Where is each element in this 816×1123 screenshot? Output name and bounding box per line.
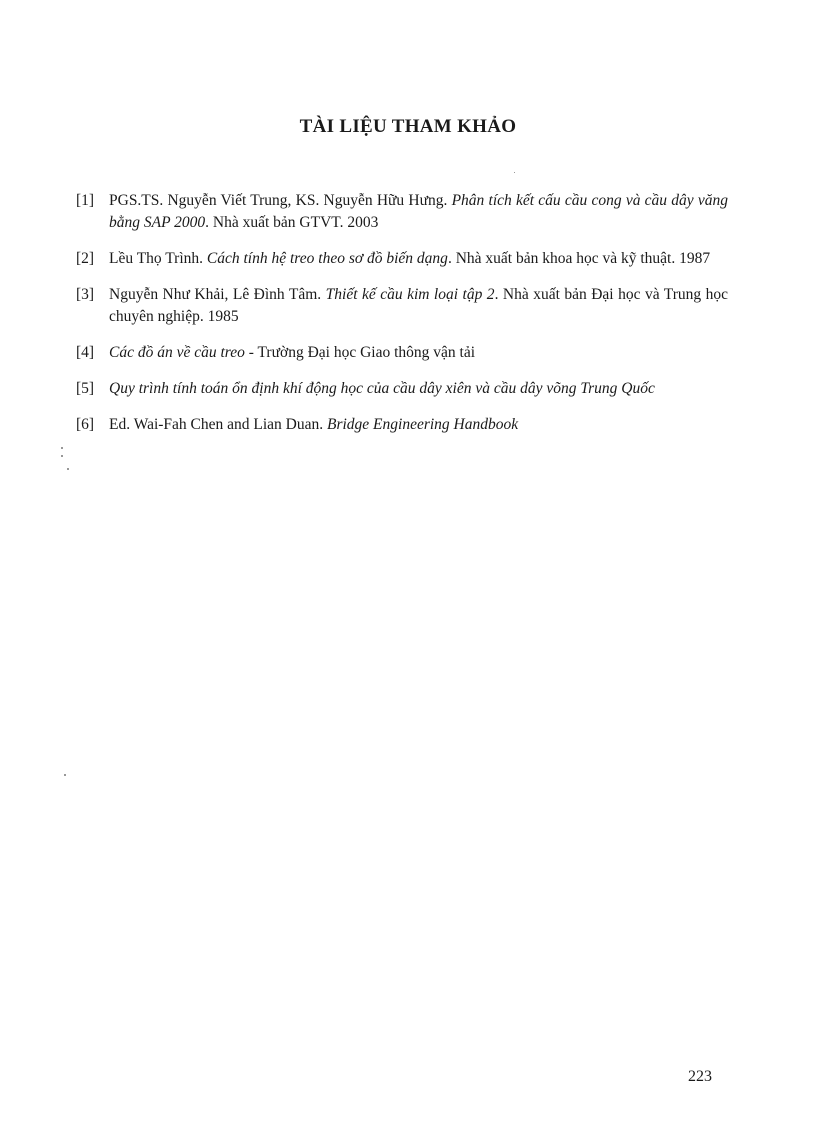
- reference-text: [109, 248, 728, 270]
- reference-text: [109, 378, 728, 400]
- reference-authors: Nguyễn Như Khải, Lê Đình Tâm.: [109, 286, 326, 303]
- reference-number: [3]: [76, 286, 95, 303]
- reference-publisher: . Nhà xuất bản GTVT. 2003: [205, 214, 379, 231]
- reference-authors: Ed. Wai-Fah Chen and Lian Duan.: [109, 416, 327, 433]
- reference-work-title: Thiết kế cầu kim loại tập 2: [325, 286, 495, 303]
- reference-item-3: [76, 284, 728, 328]
- reference-work-title: Bridge Engineering Handbook: [327, 416, 519, 433]
- reference-publisher: . Nhà xuất bản Đại học và Trung học chuyên nghiệp. 1985: [109, 286, 728, 325]
- scan-speck: [61, 455, 63, 457]
- scan-speck: [514, 172, 515, 173]
- reference-authors: PGS.TS. Nguyễn Viết Trung, KS. Nguyễn Hữu Hưng.: [109, 192, 452, 209]
- reference-item-1: [76, 190, 728, 234]
- reference-number: [6]: [76, 416, 95, 433]
- reference-number: [1]: [76, 192, 95, 209]
- reference-number: [2]: [76, 250, 95, 267]
- scan-speck: [61, 447, 63, 449]
- scan-speck: [64, 774, 66, 776]
- reference-work-title: Cách tính hệ treo theo sơ đồ biến dạng: [206, 250, 448, 267]
- reference-work-title: Các đồ án về cầu treo: [109, 344, 245, 361]
- reference-text: [109, 284, 728, 328]
- reference-item-2: [76, 248, 728, 270]
- reference-item-5: [76, 378, 728, 400]
- reference-text: [109, 190, 728, 234]
- reference-number: [5]: [76, 380, 95, 397]
- reference-authors: Lều Thọ Trình.: [109, 250, 207, 267]
- reference-number: [4]: [76, 344, 95, 361]
- reference-work-title: Quy trình tính toán ổn định khí động học của cầu dây xiên và cầu dây võng Trung Quốc: [109, 380, 655, 397]
- reference-publisher: . Nhà xuất bản khoa học và kỹ thuật. 1987: [447, 250, 711, 267]
- scan-speck: [67, 468, 69, 470]
- page-number: 223: [688, 1068, 712, 1085]
- page-title: TÀI LIỆU THAM KHẢO: [299, 116, 517, 137]
- reference-publisher: - Trường Đại học Giao thông vận tải: [244, 344, 476, 361]
- reference-work-title: Phân tích kết cấu cầu cong và cầu dây văng bằng SAP 2000: [109, 192, 729, 231]
- reference-item-4: [76, 342, 728, 364]
- reference-item-6: [76, 414, 728, 436]
- reference-list: [76, 190, 728, 450]
- reference-text: [109, 342, 728, 364]
- reference-text: [109, 414, 728, 436]
